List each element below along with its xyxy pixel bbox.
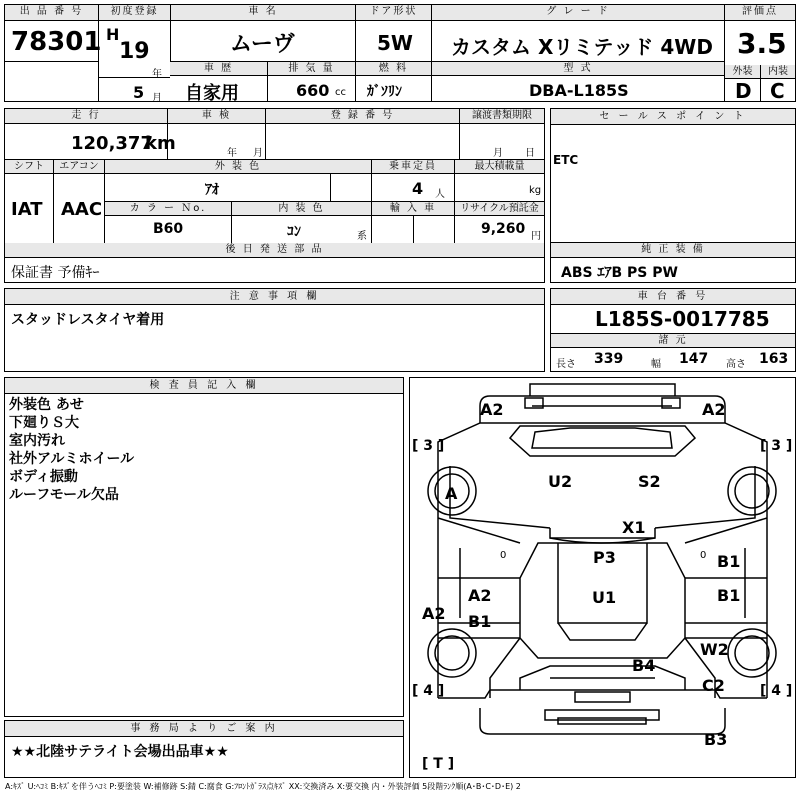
mileage-label: 走 行 <box>5 109 167 124</box>
vehicle-details <box>4 108 545 283</box>
mileage: 120,377 <box>71 133 153 154</box>
car-name-label: 車 名 <box>171 5 355 21</box>
office-notice <box>4 720 404 778</box>
history-label: 車 歴 <box>170 62 267 76</box>
inspector-notes <box>4 377 404 717</box>
sales-text: ETC <box>553 153 579 167</box>
ext-label: 外装 <box>725 65 760 79</box>
inspector-line: 室内汚れ <box>9 433 65 449</box>
recycle-unit: 円 <box>531 231 541 242</box>
inspector-line: ルーフモール欠品 <box>9 487 119 503</box>
lot-number: 78301 <box>11 27 102 57</box>
inspector-line: 下廻りＳ大 <box>9 415 79 431</box>
score-label: 評価点 <box>725 5 795 21</box>
chassis <box>550 288 796 372</box>
damage-mark: C2 <box>702 676 725 695</box>
seats-label: 乗車定員 <box>372 160 454 174</box>
damage-mark: B4 <box>632 656 656 675</box>
cc-unit: cc <box>335 87 346 98</box>
reg-year: 19 <box>119 39 150 64</box>
inspector-line: ボディ振動 <box>9 469 78 485</box>
tire-depth-fr: [ 3 ] <box>760 438 793 454</box>
hgt-label: 高さ <box>726 359 746 370</box>
color-no: B60 <box>153 221 184 237</box>
sales-label: セ ー ル ス ポ イ ン ト <box>551 109 795 125</box>
notes-label: 注 意 事 項 欄 <box>5 289 544 305</box>
damage-mark: B1 <box>717 552 741 571</box>
inspector-line: 外装色 あせ <box>9 397 84 413</box>
cc-label: 排 気 量 <box>268 62 355 76</box>
reg-no-label: 登 録 番 号 <box>266 109 459 124</box>
car-diagram <box>409 377 796 778</box>
chassis-no: L185S-0017785 <box>595 307 770 331</box>
fuel-label: 燃 料 <box>355 62 431 76</box>
ac: AAC <box>61 199 103 220</box>
equip: ABS ｴｱB PS PW <box>561 265 678 281</box>
damage-mark: X1 <box>622 518 646 537</box>
import-label: 輸 入 車 <box>372 202 454 216</box>
first-reg-label: 初度登録 <box>99 5 170 21</box>
year-unit: 年 <box>152 69 162 80</box>
transfer-label: 譲渡書類期限 <box>460 109 544 124</box>
fuel: ｶﾞｿﾘﾝ <box>367 84 402 100</box>
damage-mark: U1 <box>592 588 617 607</box>
hgt: 163 <box>759 351 789 367</box>
later-label: 後 日 発 送 部 品 <box>5 243 544 258</box>
reg-month: 5 <box>133 83 145 102</box>
load-label: 最大積載量 <box>455 160 544 174</box>
later-parts: 保証書 予備ｷｰ <box>11 265 100 281</box>
int-label: 内装 <box>760 65 795 79</box>
sales-points <box>550 108 796 283</box>
zero-right: 0 <box>700 550 707 561</box>
ext-score: D <box>735 79 752 103</box>
grade-label: グ レ ー ド <box>432 5 724 21</box>
chassis-label: 車 台 番 号 <box>551 289 795 305</box>
tire-depth-fl: [ 3 ] <box>412 438 445 454</box>
model: DBA-L185S <box>529 81 629 100</box>
shift-label: シフト <box>5 160 53 174</box>
model-label: 型 式 <box>431 62 724 76</box>
notes-text: スタッドレスタイヤ着用 <box>11 312 165 328</box>
color-no-label: カ ラ ー Ｎo. <box>105 202 231 216</box>
damage-mark: P3 <box>593 548 616 567</box>
damage-mark: U2 <box>548 472 573 491</box>
int-color-label: 内 装 色 <box>232 202 371 216</box>
color-label: 外 装 色 <box>105 160 371 174</box>
shift: IAT <box>11 199 43 220</box>
tr-day-unit: 日 <box>525 148 535 159</box>
car-name: ムーヴ <box>230 32 295 57</box>
seats-unit: 人 <box>435 189 445 200</box>
damage-mark: W2 <box>700 640 729 659</box>
legend: A:ｷｽﾞ U:ﾍｺﾐ B:ｷｽﾞを伴うﾍｺﾐ P:要塗装 W:補修跡 S:錆 C:腐食 G:ﾌﾛﾝﾄｶﾞﾗｽ点ｷｽﾞ XX:交換済み X:要交換 内・外装評価 5段階ﾗﾝｸ順(A･B･C･D･E) 2 <box>5 782 521 791</box>
damage-mark: A2 <box>480 400 504 419</box>
equip-label: 純 正 装 備 <box>551 243 795 258</box>
door-type: 5W <box>377 31 413 55</box>
seats: 4 <box>412 179 424 198</box>
load-unit: kg <box>529 185 542 196</box>
month-unit: 月 <box>152 93 162 104</box>
door-label: ドア形状 <box>356 5 431 21</box>
wid-label: 幅 <box>651 359 661 370</box>
spec-label: 諸 元 <box>551 334 795 348</box>
tr-month-unit: 月 <box>493 148 503 159</box>
score: 3.5 <box>737 27 787 60</box>
damage-mark: A <box>445 484 458 503</box>
damage-mark: B1 <box>717 586 741 605</box>
era: H <box>106 25 120 44</box>
office-label: 事 務 局 よ り ご 案 内 <box>5 721 403 737</box>
color: ｱｵ <box>205 182 219 198</box>
ac-label: エアコン <box>53 160 104 174</box>
tire-depth-rl: [ 4 ] <box>412 683 445 699</box>
history: 自家用 <box>185 83 239 104</box>
len: 339 <box>594 351 624 367</box>
grade: カスタム Xリミテッド 4WD <box>451 35 713 59</box>
damage-mark: B1 <box>468 612 492 631</box>
inspector-line: 社外アルミホイール <box>9 451 135 467</box>
int-score: C <box>770 79 785 103</box>
mileage-unit: km <box>145 133 176 154</box>
damage-mark: A2 <box>422 604 446 623</box>
ins-year-unit: 年 <box>227 148 237 159</box>
inspection-label: 車 検 <box>168 109 265 124</box>
zero-left: 0 <box>500 550 507 561</box>
recycle: 9,260 <box>481 221 526 237</box>
recycle-label: リサイクル預託金 <box>455 202 544 216</box>
lot-label: 出 品 番 号 <box>5 5 98 21</box>
cc: 660 <box>296 81 330 100</box>
inspector-label: 検 査 員 記 入 欄 <box>5 378 403 394</box>
damage-mark: A2 <box>702 400 726 419</box>
int-color-unit: 系 <box>357 231 367 242</box>
len-label: 長さ <box>556 359 576 370</box>
office-text: ★★北陸サテライト会場出品車★★ <box>11 744 229 760</box>
damage-mark: S2 <box>638 472 661 491</box>
tire-depth-spare: [ T ] <box>422 756 455 772</box>
notes <box>4 288 545 372</box>
damage-mark: B3 <box>704 730 728 749</box>
damage-mark: A2 <box>468 586 492 605</box>
tire-depth-rr: [ 4 ] <box>760 683 793 699</box>
header-table <box>4 4 796 102</box>
car-outline <box>410 378 795 777</box>
int-color: ｺﾝ <box>287 224 301 240</box>
ins-month-unit: 月 <box>253 148 263 159</box>
wid: 147 <box>679 351 709 367</box>
